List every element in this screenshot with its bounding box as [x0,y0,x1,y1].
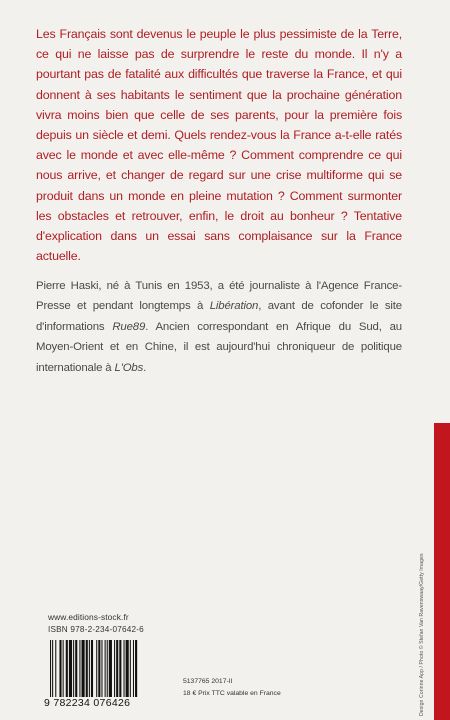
website-title-rue89: Rue89 [112,320,146,333]
barcode-bar [124,640,125,698]
barcode-bar [69,640,72,698]
barcode-bar [135,640,137,698]
publisher-website: www.editions-stock.fr [48,612,129,622]
barcode-bar [116,640,118,698]
author-bio-text-4: . [143,361,147,374]
barcode-bar [82,640,85,698]
author-bio [36,276,402,378]
design-photo-credits: Design Corinne App / Photo © Stefan Van Ravenswaay/Getty Images [419,553,425,716]
barcode-bars [44,640,138,698]
isbn-number: ISBN 978-2-234-07642-6 [48,625,144,634]
barcode-bar [109,640,112,698]
barcode-bar [107,640,108,698]
barcode-bar [133,640,134,698]
barcode-bar [101,640,102,698]
barcode-bar [55,640,56,698]
print-code: 5137765 2017-II [183,678,233,685]
barcode-bar [96,640,97,698]
newspaper-title-liberation: Libération [209,300,259,313]
barcode-bar [89,640,90,698]
barcode-bar [126,640,129,698]
barcode-bar [119,640,121,698]
barcode-bar [130,640,131,698]
author-bio-text-3: . Ancien correspondant en Afrique du Sud, au Moyen-Orient et en Chine, il est aujourd'hui chroniqueur de politique internationale à [36,320,402,374]
barcode-bar [63,640,64,698]
barcode-bar [66,640,68,698]
author-bio-text-2: , avant de cofonder le site d'informations [36,300,402,333]
price-info: 18 € Prix TTC valable en France [183,690,281,697]
barcode-bar [52,640,53,698]
barcode-digits: 9 782234 076426 [44,697,138,710]
red-accent-bar [434,423,450,720]
barcode-bar [50,640,51,698]
barcode-bar [75,640,77,698]
barcode-bar [86,640,88,698]
back-cover-blurb: Les Français sont devenus le peuple le plus pessimiste de la Terre, ce qui ne laisse pas de surprendre le reste du monde. Il n'y a pourtant pas de fatalité aux difficultés que traverse la France, et qui donnent à ses habitants le sentiment que la prochaine génération vivra moins bien que celle de ses parents, pour la première fois depuis un siècle et demi. Quels rendez-vous la France a-t-elle ratés avec le monde et avec elle-même ? Comment comprendre ce qui nous arrive, et changer de regard sur une crise multiforme qui se produit dans un monde en pleine mutation ? Comment surmonter les obstacles et retrouver, enfin, le droit au bonheur ? Tentative d'explication dans un essai sans complaisance sur la France actuelle. [36,27,402,264]
isbn-barcode [44,640,138,710]
barcode-bar [73,640,74,698]
barcode-bar [98,640,100,698]
barcode-bar [114,640,115,698]
author-bio-text-1: Pierre Haski, né à Tunis en 1953, a été journaliste à l'Agence France-Presse et pendant longtemps à [36,280,402,313]
magazine-title-lobs: L'Obs [114,361,144,374]
barcode-bar [91,640,93,698]
barcode-bar [59,640,61,698]
barcode-bar [105,640,106,698]
barcode-bar [79,640,80,698]
